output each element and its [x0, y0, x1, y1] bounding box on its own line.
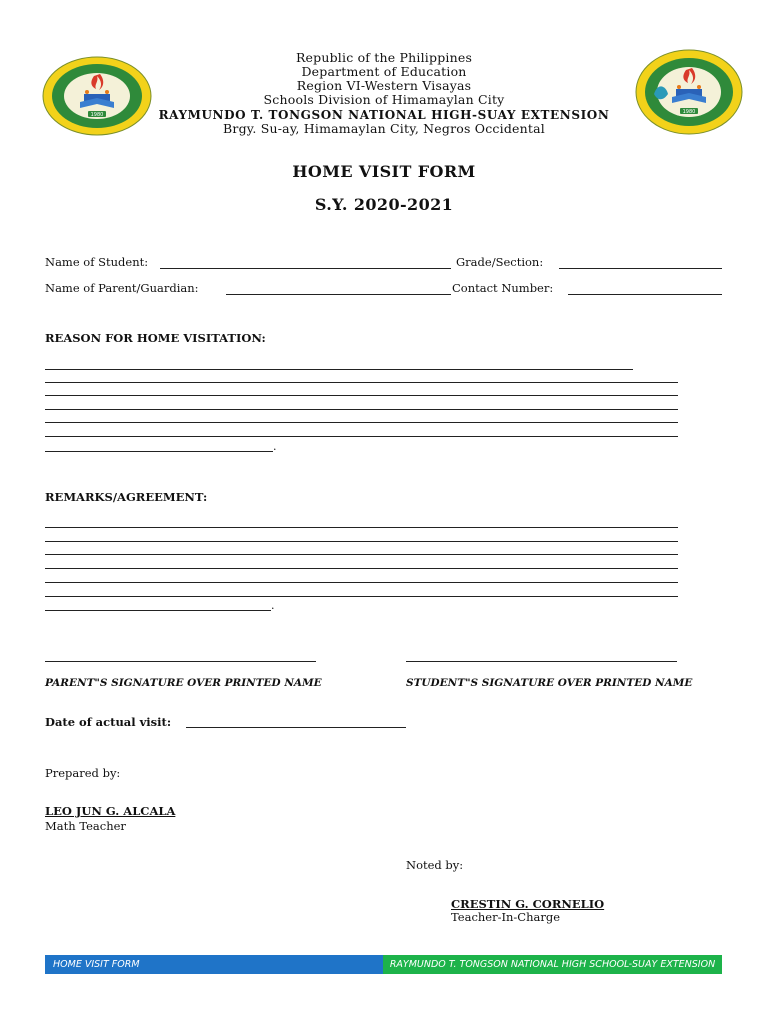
form-title: HOME VISIT FORM [292, 162, 476, 181]
header-division: Schools Division of Himamaylan City [263, 92, 505, 107]
reason-line[interactable] [45, 369, 633, 370]
prepared-by-position: Math Teacher [45, 819, 126, 833]
remarks-line[interactable] [45, 541, 678, 542]
remarks-heading: REMARKS/AGREEMENT: [45, 490, 208, 504]
footer-left-bar [45, 955, 383, 974]
date-visit-line[interactable] [186, 727, 406, 728]
date-visit-label: Date of actual visit: [45, 715, 172, 729]
remarks-line[interactable] [45, 568, 678, 569]
remarks-period: . [271, 599, 275, 612]
svg-text:1980: 1980 [682, 109, 696, 115]
parent-signature-line[interactable] [45, 661, 316, 662]
noted-by-label: Noted by: [406, 858, 464, 872]
header-department: Department of Education [301, 64, 467, 79]
reason-period: . [273, 440, 277, 453]
footer-left-text: HOME VISIT FORM [53, 959, 140, 970]
contact-number-label: Contact Number: [452, 281, 554, 295]
reason-line[interactable] [45, 451, 273, 452]
grade-section-label: Grade/Section: [456, 255, 544, 269]
remarks-line[interactable] [45, 610, 271, 611]
reason-line[interactable] [45, 382, 678, 383]
remarks-line[interactable] [45, 554, 678, 555]
remarks-line[interactable] [45, 527, 678, 528]
contact-number-line[interactable] [568, 294, 722, 295]
student-signature-line[interactable] [406, 661, 677, 662]
student-name-line[interactable] [160, 268, 451, 269]
parent-guardian-line[interactable] [226, 294, 451, 295]
prepared-by-label: Prepared by: [45, 766, 121, 780]
footer-right-bar [383, 955, 722, 974]
header-region: Region VI-Western Visayas [296, 78, 472, 93]
header-school-name: RAYMUNDO T. TONGSON NATIONAL HIGH-SUAY EXTENSION [158, 108, 610, 122]
svg-text:1980: 1980 [90, 112, 104, 118]
header-republic: Republic of the Philippines [295, 50, 473, 65]
footer-right-text: RAYMUNDO T. TONGSON NATIONAL HIGH SCHOOL-SUAY EXTENSION [389, 959, 716, 970]
school-year: S.Y. 2020-2021 [314, 195, 454, 214]
grade-section-line[interactable] [559, 268, 722, 269]
parent-signature-caption: PARENT"S SIGNATURE OVER PRINTED NAME [45, 677, 322, 689]
noted-by-position: Teacher-In-Charge [451, 910, 561, 924]
remarks-line[interactable] [45, 596, 678, 597]
reason-line[interactable] [45, 436, 678, 437]
reason-heading: REASON FOR HOME VISITATION: [45, 331, 266, 345]
header-address: Brgy. Su-ay, Himamaylan City, Negros Occidental [223, 121, 545, 136]
remarks-line[interactable] [45, 582, 678, 583]
student-signature-caption: STUDENT"S SIGNATURE OVER PRINTED NAME [406, 677, 693, 689]
noted-by-name: CRESTIN G. CORNELIO [451, 897, 605, 911]
reason-line[interactable] [45, 395, 678, 396]
parent-guardian-label: Name of Parent/Guardian: [45, 281, 199, 295]
prepared-by-name: LEO JUN G. ALCALA [45, 804, 176, 818]
reason-line[interactable] [45, 422, 678, 423]
reason-line[interactable] [45, 409, 678, 410]
student-name-label: Name of Student: [45, 255, 149, 269]
